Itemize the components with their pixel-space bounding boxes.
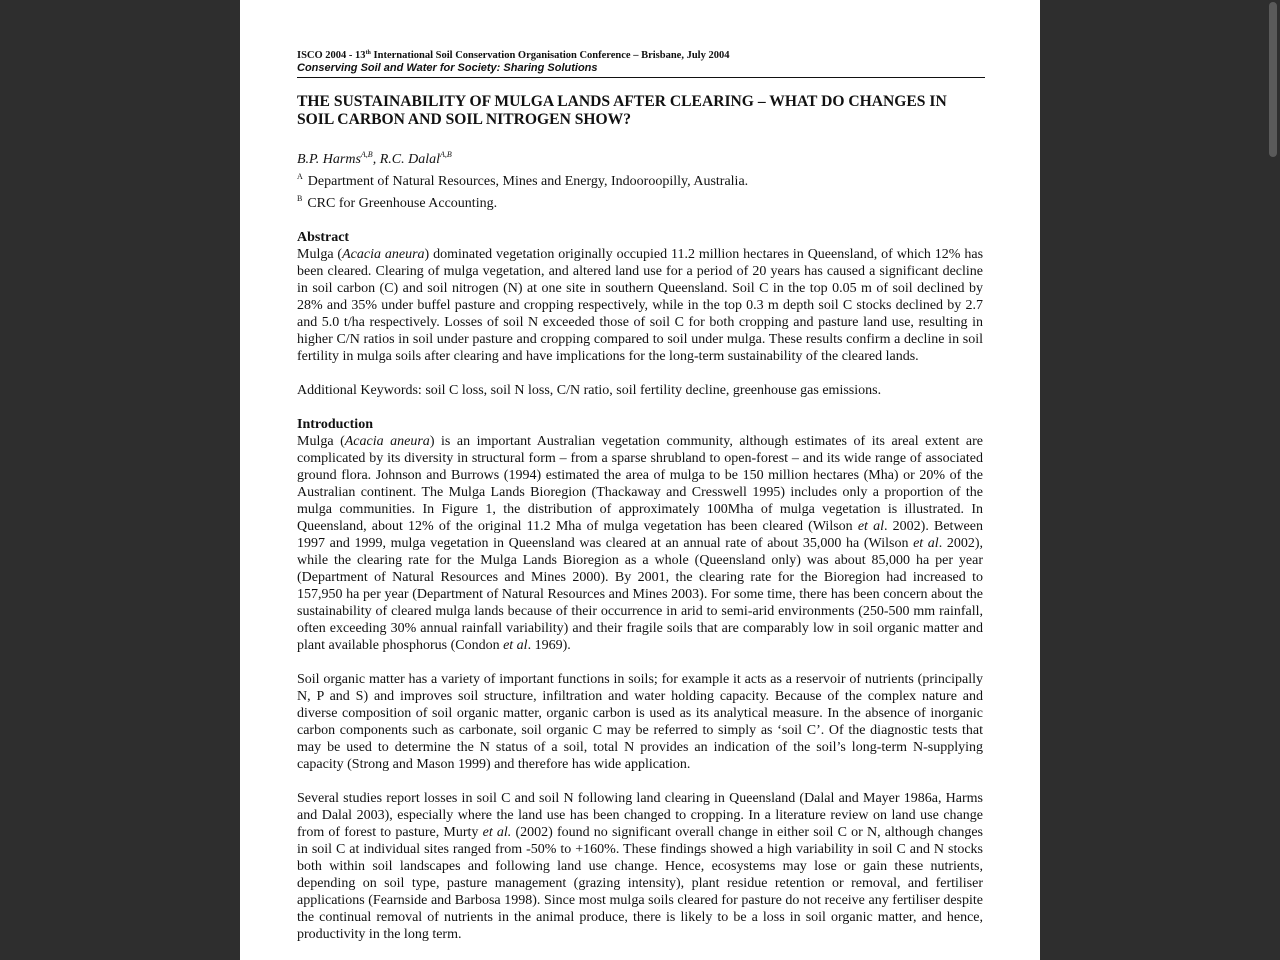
header-text: ISCO 2004 - 13 — [297, 50, 366, 61]
vertical-scrollbar[interactable] — [1266, 0, 1280, 960]
text-run: Mulga ( — [297, 247, 343, 262]
scrollbar-thumb[interactable] — [1269, 2, 1277, 157]
document-page — [240, 0, 1040, 960]
citation-etal: et al. — [482, 825, 512, 840]
header-text-rest: International Soil Conservation Organisation Conference – Brisbane, July 2004 — [370, 50, 730, 61]
citation-etal: et al — [503, 638, 528, 653]
introduction-heading: Introduction — [297, 417, 373, 432]
header-superscript: th — [365, 50, 371, 56]
author-affiliation-marks: A,B — [439, 150, 452, 159]
citation-etal: et al — [913, 536, 939, 551]
author-list — [297, 146, 983, 168]
species-name: Acacia aneura — [342, 247, 425, 262]
page-content — [297, 47, 983, 943]
affiliation-text: CRC for Greenhouse Accounting. — [307, 196, 498, 211]
text-run: (2002) found no significant overall change in either soil C or N, although changes in soil C at individual sites ranged from -50% to +160%. These findings showed a high variability in soil C and N stocks both within soil landscapes and following land use change. Hence, ecosystems may lose or gain these nutrients, depending on soil type, pasture management (grazing intensity), plant residue retention or removal, and fertiliser applications (Fearnside and Barbosa 1998). Since most mulga soils cleared for pasture do not receive any fertiliser despite the continual removal of nutrients in the animal produce, there is likely to be a loss in soil organic matter, and hence, productivity in the long term. — [297, 825, 983, 942]
text-run: . 1969). — [527, 638, 571, 653]
affiliation-mark: A — [297, 172, 303, 181]
text-run: . 2002), while the clearing rate for the Mulga Lands Bioregion as a whole (Queensland only) was about 85,000 ha per year (Department of Natural Resources and Mines 2000). By 2001, the clearing rate for the Bioregion had increased to 157,950 ha per year (Department of Natural Resources and Mines 2003). For some time, there has been concern about the sustainability of cleared mulga lands because of their occurrence in arid to semi-arid environments (250-500 mm rainfall, often exceeding 30% annual rainfall variability) and their fragile soils that are comparably low in soil organic matter and plant available phosphorus (Condon — [297, 536, 983, 653]
conference-header — [297, 47, 983, 62]
author-separator: , — [372, 152, 380, 167]
affiliation — [297, 168, 983, 190]
introduction-paragraph-3 — [297, 790, 983, 943]
citation-etal: et al — [857, 519, 884, 534]
author-affiliation-marks: A,B — [360, 150, 373, 159]
keywords: Additional Keywords: soil C loss, soil N loss, C/N ratio, soil fertility decline, greenhouse gas emissions. — [297, 383, 882, 398]
text-run: Several studies report losses in soil C and soil N following land clearing in Queensland (Dalal and Mayer 1986a, Harms and Dalal 2003), especially where the land use has been changed to cropping. In a literature review on land use change from of forest to pasture, Murty — [297, 791, 983, 840]
affiliation-text: Department of Natural Resources, Mines and Energy, Indooroopilly, Australia. — [307, 174, 749, 189]
header-divider — [297, 77, 985, 78]
text-run: ) dominated vegetation originally occupied 11.2 million hectares in Queensland, of which 12% has been cleared. Clearing of mulga vegetation, and altered land use for a period of 20 years has caused a significant decline in soil carbon (C) and soil nitrogen (N) at one site in southern Queensland. Soil C in the top 0.05 m of soil declined by 28% and 35% under buffel pasture and cropping respectively, while in the top 0.3 m depth soil C stocks declined by 2.7 and 5.0 t/ha respectively. Losses of soil N exceeded those of soil C for both cropping and pasture land use, resulting in higher C/N ratios in soil under pasture and cropping compared to soil under mulga. These results confirm a decline in soil fertility in mulga soils after clearing and have implications for the long-term sustainability of the cleared lands. — [297, 247, 984, 364]
species-name: Acacia aneura — [344, 434, 430, 449]
text-run: Mulga ( — [297, 434, 345, 449]
affiliation-mark: B — [297, 194, 303, 203]
introduction-paragraph-2: Soil organic matter has a variety of important functions in soils; for example it acts as a reservoir of nutrients (principally N, P and S) and improves soil structure, infiltration and water holding capacity. Because of the complex nature and diverse composition of soil organic matter, organic carbon is used as its analytical measure. In the absence of inorganic carbon components such as carbonate, soil organic C may be referred to simply as ‘soil C’. Of the diagnostic tests that may be used to determine the N status of a soil, total N provides an indication of the soil’s long-term N-supplying capacity (Strong and Mason 1999) and therefore has wide application. — [297, 672, 983, 772]
introduction-paragraph-1 — [297, 433, 983, 654]
paper-title: THE SUSTAINABILITY OF MULGA LANDS AFTER CLEARING – WHAT DO CHANGES IN SOIL CARBON AND SOIL NITROGEN SHOW? — [297, 93, 947, 128]
text-run: . 2002). Between 1997 and 1999, mulga vegetation in Queensland was cleared at an annual rate of about 35,000 ha (Wilson — [297, 519, 983, 551]
text-run: ) is an important Australian vegetation community, although estimates of its areal extent are complicated by its diversity in structural form – from a sparse shrubland to open-forest – and its wide range of associated ground flora. Johnson and Burrows (1994) estimated the area of mulga to be 150 million hectares (Mha) or 20% of the Australian continent. The Mulga Lands Bioregion (Thackaway and Cresswell 1995) includes only a proportion of the mulga communities. In Figure 1, the distribution of approximately 100Mha of mulga vegetation is illustrated. In Queensland, about 12% of the original 11.2 Mha of mulga vegetation has been cleared (Wilson — [297, 434, 984, 534]
abstract-heading: Abstract — [297, 230, 350, 245]
abstract-paragraph — [297, 246, 983, 365]
conference-subtitle: Conserving Soil and Water for Society: Sharing Solutions — [297, 62, 598, 74]
affiliation — [297, 190, 983, 212]
author-name: B.P. Harms — [297, 152, 361, 167]
author-name: R.C. Dalal — [379, 152, 440, 167]
